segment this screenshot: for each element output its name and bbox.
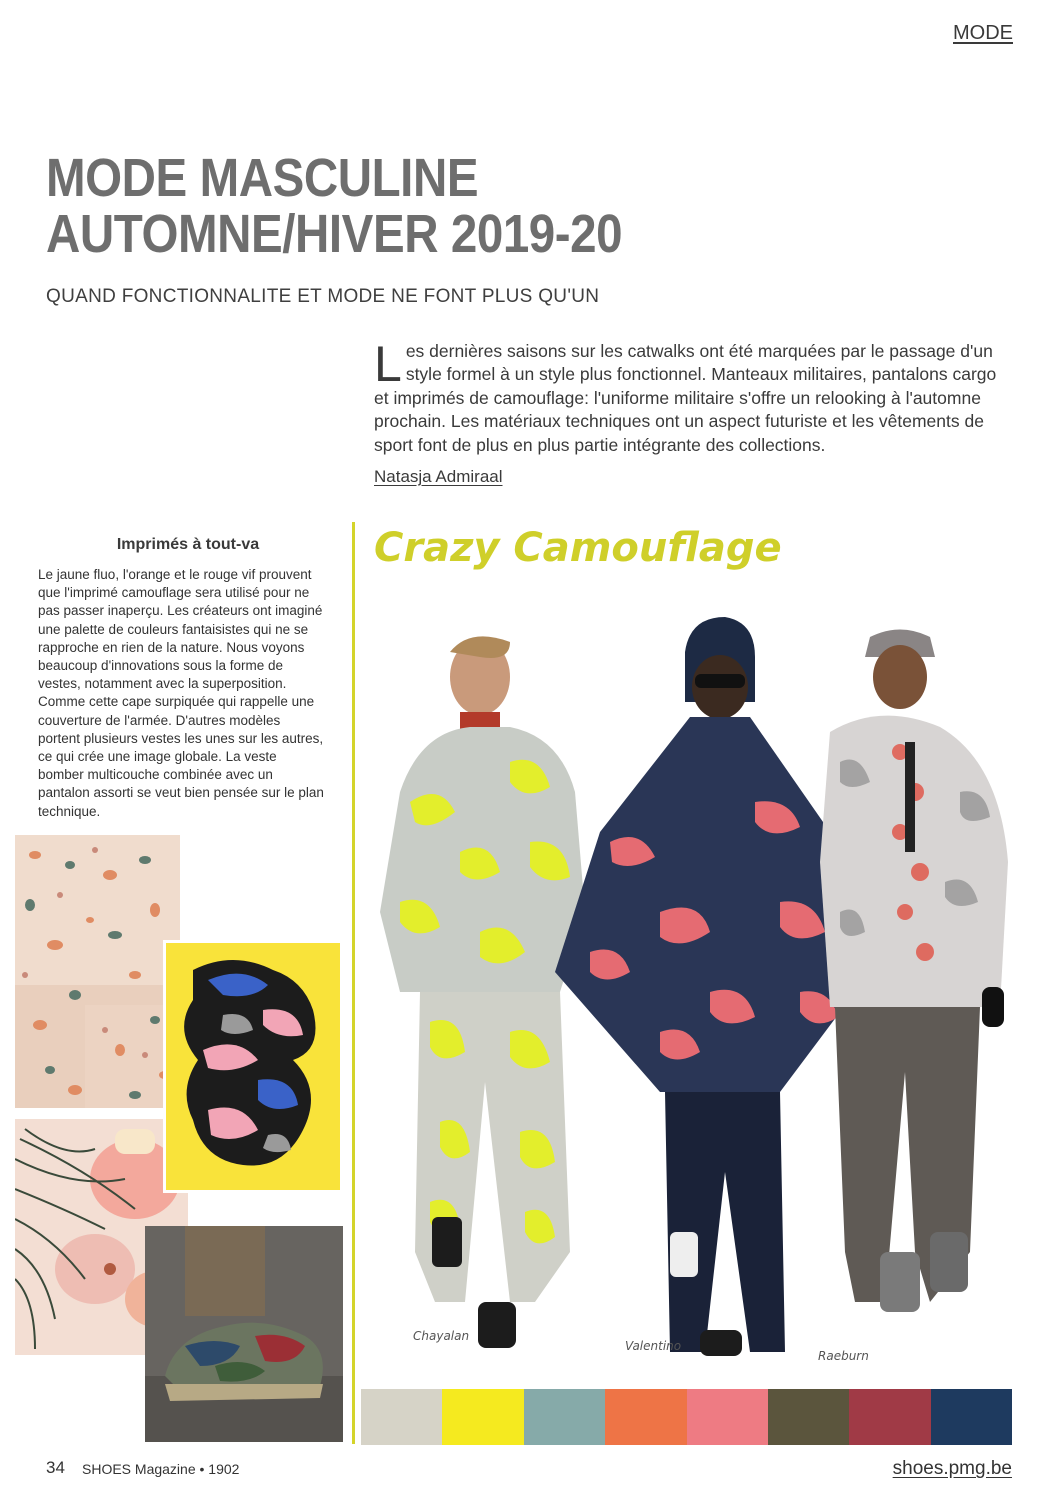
caption-chayalan: Chayalan — [413, 1329, 470, 1343]
title-line-1: MODE MASCULINE — [46, 148, 479, 208]
author-link[interactable]: Natasja Admiraal — [374, 467, 503, 486]
color-palette — [361, 1389, 1012, 1445]
palette-swatch — [687, 1389, 768, 1445]
terrazzo-image — [15, 835, 180, 1108]
caption-valentino: Valentino — [625, 1339, 682, 1353]
palette-swatch — [849, 1389, 930, 1445]
camouflage-art-image — [163, 940, 343, 1193]
runway-photo — [360, 612, 1014, 1378]
section-tag[interactable]: MODE — [953, 22, 1013, 44]
title-line-2: AUTOMNE/HIVER 2019-20 — [46, 204, 623, 264]
palette-swatch — [605, 1389, 686, 1445]
caption-raeburn: Raeburn — [818, 1349, 869, 1363]
palette-swatch — [768, 1389, 849, 1445]
page-title — [46, 150, 622, 262]
website-link[interactable]: shoes.pmg.be — [892, 1458, 1012, 1479]
page-subtitle: QUAND FONCTIONNALITE ET MODE NE FONT PLUS QU'UN — [46, 286, 600, 307]
intro-text: es dernières saisons sur les catwalks ont été marquées par le passage d'un style formel à un style plus fonctionnel. Manteaux militaires, pantalons cargo et imprimés de camouflage: l'uniforme militaire s'offre un relooking à l'automne prochain. Les matériaux techniques ont un aspect futuriste et les vêtements de sport font de plus en plus partie intégrante des collections. — [374, 341, 997, 455]
sidebar-heading: Imprimés à tout-va — [116, 536, 260, 553]
column-divider — [352, 522, 355, 1444]
intro-paragraph — [374, 336, 1014, 457]
sneaker-image — [145, 1226, 343, 1442]
drop-cap: L — [374, 336, 402, 392]
page-number: 34 — [46, 1458, 65, 1477]
magazine-name: SHOES Magazine • 1902 — [82, 1461, 240, 1477]
palette-swatch — [361, 1389, 442, 1445]
palette-swatch — [442, 1389, 523, 1445]
feature-title: Crazy Camouflage — [374, 525, 782, 571]
sidebar-body: Le jaune fluo, l'orange et le rouge vif prouvent que l'imprimé camouflage sera utilisé pour ne pas passer inaperçu. Les créateurs ont imaginé une palette de couleurs fantaisistes qui ne se rapproche en rien de la nature. Nous voyons beaucoup d'innovations sous la forme de vestes, notamment avec la superposition. Comme cette cape surpiquée qui rappelle une couverture de l'armée. D'autres modèles portent plusieurs vestes les unes sur les autres, ce qui crée une image globale. La veste bomber multicouche combinée avec un pantalon assorti se veut bien pensée sur le plan technique. — [38, 567, 324, 819]
palette-swatch — [931, 1389, 1012, 1445]
palette-swatch — [524, 1389, 605, 1445]
